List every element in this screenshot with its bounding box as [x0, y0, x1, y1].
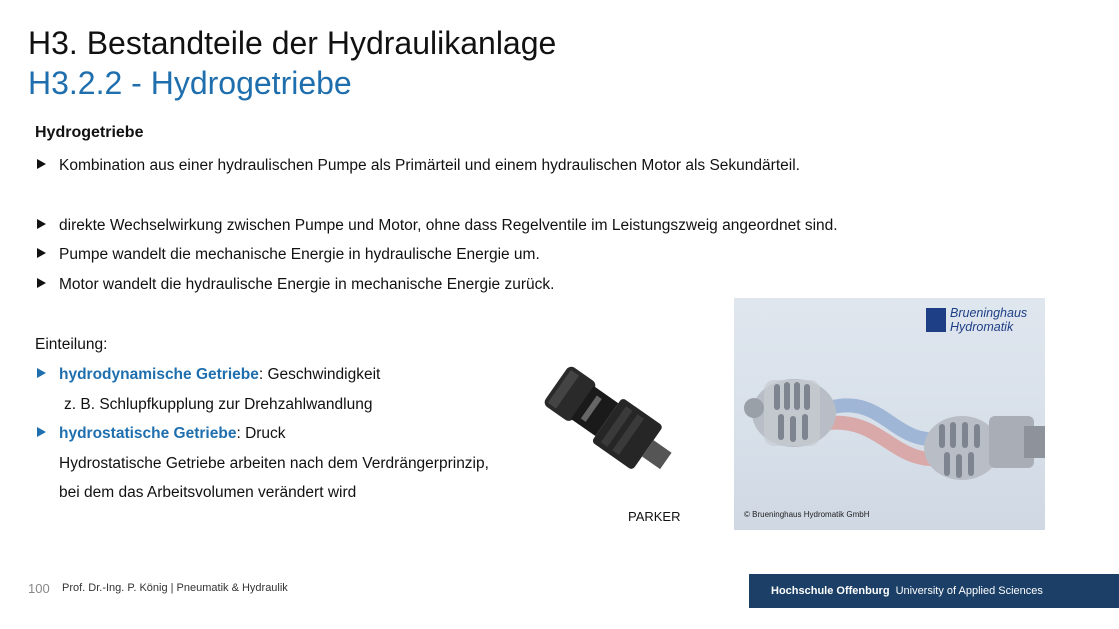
page-number: 100: [28, 581, 50, 596]
hydrostatic-transmission-drawing: [734, 298, 1045, 530]
type-detail: Hydrostatische Getriebe arbeiten nach dem Verdrängerprinzip,: [59, 455, 489, 472]
footer-author-course: Prof. Dr.-Ing. P. König | Pneumatik & Hydraulik: [62, 582, 288, 594]
school-name: Hochschule Offenburg: [771, 585, 890, 597]
bullet-text: direkte Wechselwirkung zwischen Pumpe und Motor, ohne dass Regelventile im Leistungszweig angeordnet sind.: [59, 217, 838, 234]
type-name: hydrostatische Getriebe: [59, 425, 237, 442]
bullet-item: [37, 245, 540, 265]
slide-title: H3. Bestandteile der Hydraulikanlage: [28, 25, 557, 61]
footer-school-banner: [749, 574, 1119, 608]
type-detail: bei dem das Arbeitsvolumen verändert wird: [59, 484, 357, 501]
bullet-text: Motor wandelt die hydraulische Energie in mechanische Energie zurück.: [59, 276, 555, 293]
type-item-hydrostatic: [37, 424, 286, 444]
type-suffix: : Geschwindigkeit: [258, 366, 381, 383]
bullet-item: [37, 275, 554, 295]
bullet-text: Pumpe wandelt die mechanische Energie in hydraulische Energie um.: [59, 246, 540, 263]
bullet-arrow-icon: [37, 159, 46, 169]
section-heading: Hydrogetriebe: [35, 124, 144, 141]
motor-caption: PARKER: [628, 509, 681, 524]
type-item-hydrodynamic: [37, 365, 380, 385]
hydromatik-copyright: © Brueninghaus Hydromatik GmbH: [744, 510, 870, 519]
einteilung-label: Einteilung:: [35, 336, 108, 353]
hydromatik-logo-line1: Brueninghaus: [950, 306, 1028, 320]
bullet-arrow-icon: [37, 248, 46, 258]
type-name: hydrodynamische Getriebe: [59, 366, 259, 383]
bullet-arrow-icon: [37, 427, 46, 437]
type-suffix: : Druck: [236, 425, 286, 442]
bullet-text: Kombination aus einer hydraulischen Pumpe als Primärteil und einem hydraulischen Motor als Sekundärteil.: [59, 157, 800, 174]
bullet-arrow-icon: [37, 368, 46, 378]
hydromatik-logo-line2: Hydromatik: [950, 320, 1014, 334]
bullet-arrow-icon: [37, 219, 46, 229]
hydromatik-image: [734, 298, 1045, 530]
school-tagline: University of Applied Sciences: [895, 585, 1043, 597]
hydraulic-motor-image: [528, 338, 688, 498]
bullet-item: [37, 156, 800, 176]
bullet-item: [37, 216, 838, 236]
bullet-arrow-icon: [37, 278, 46, 288]
type-detail: z. B. Schlupfkupplung zur Drehzahlwandlung: [64, 396, 373, 413]
slide-subtitle: H3.2.2 - Hydrogetriebe: [28, 65, 352, 101]
